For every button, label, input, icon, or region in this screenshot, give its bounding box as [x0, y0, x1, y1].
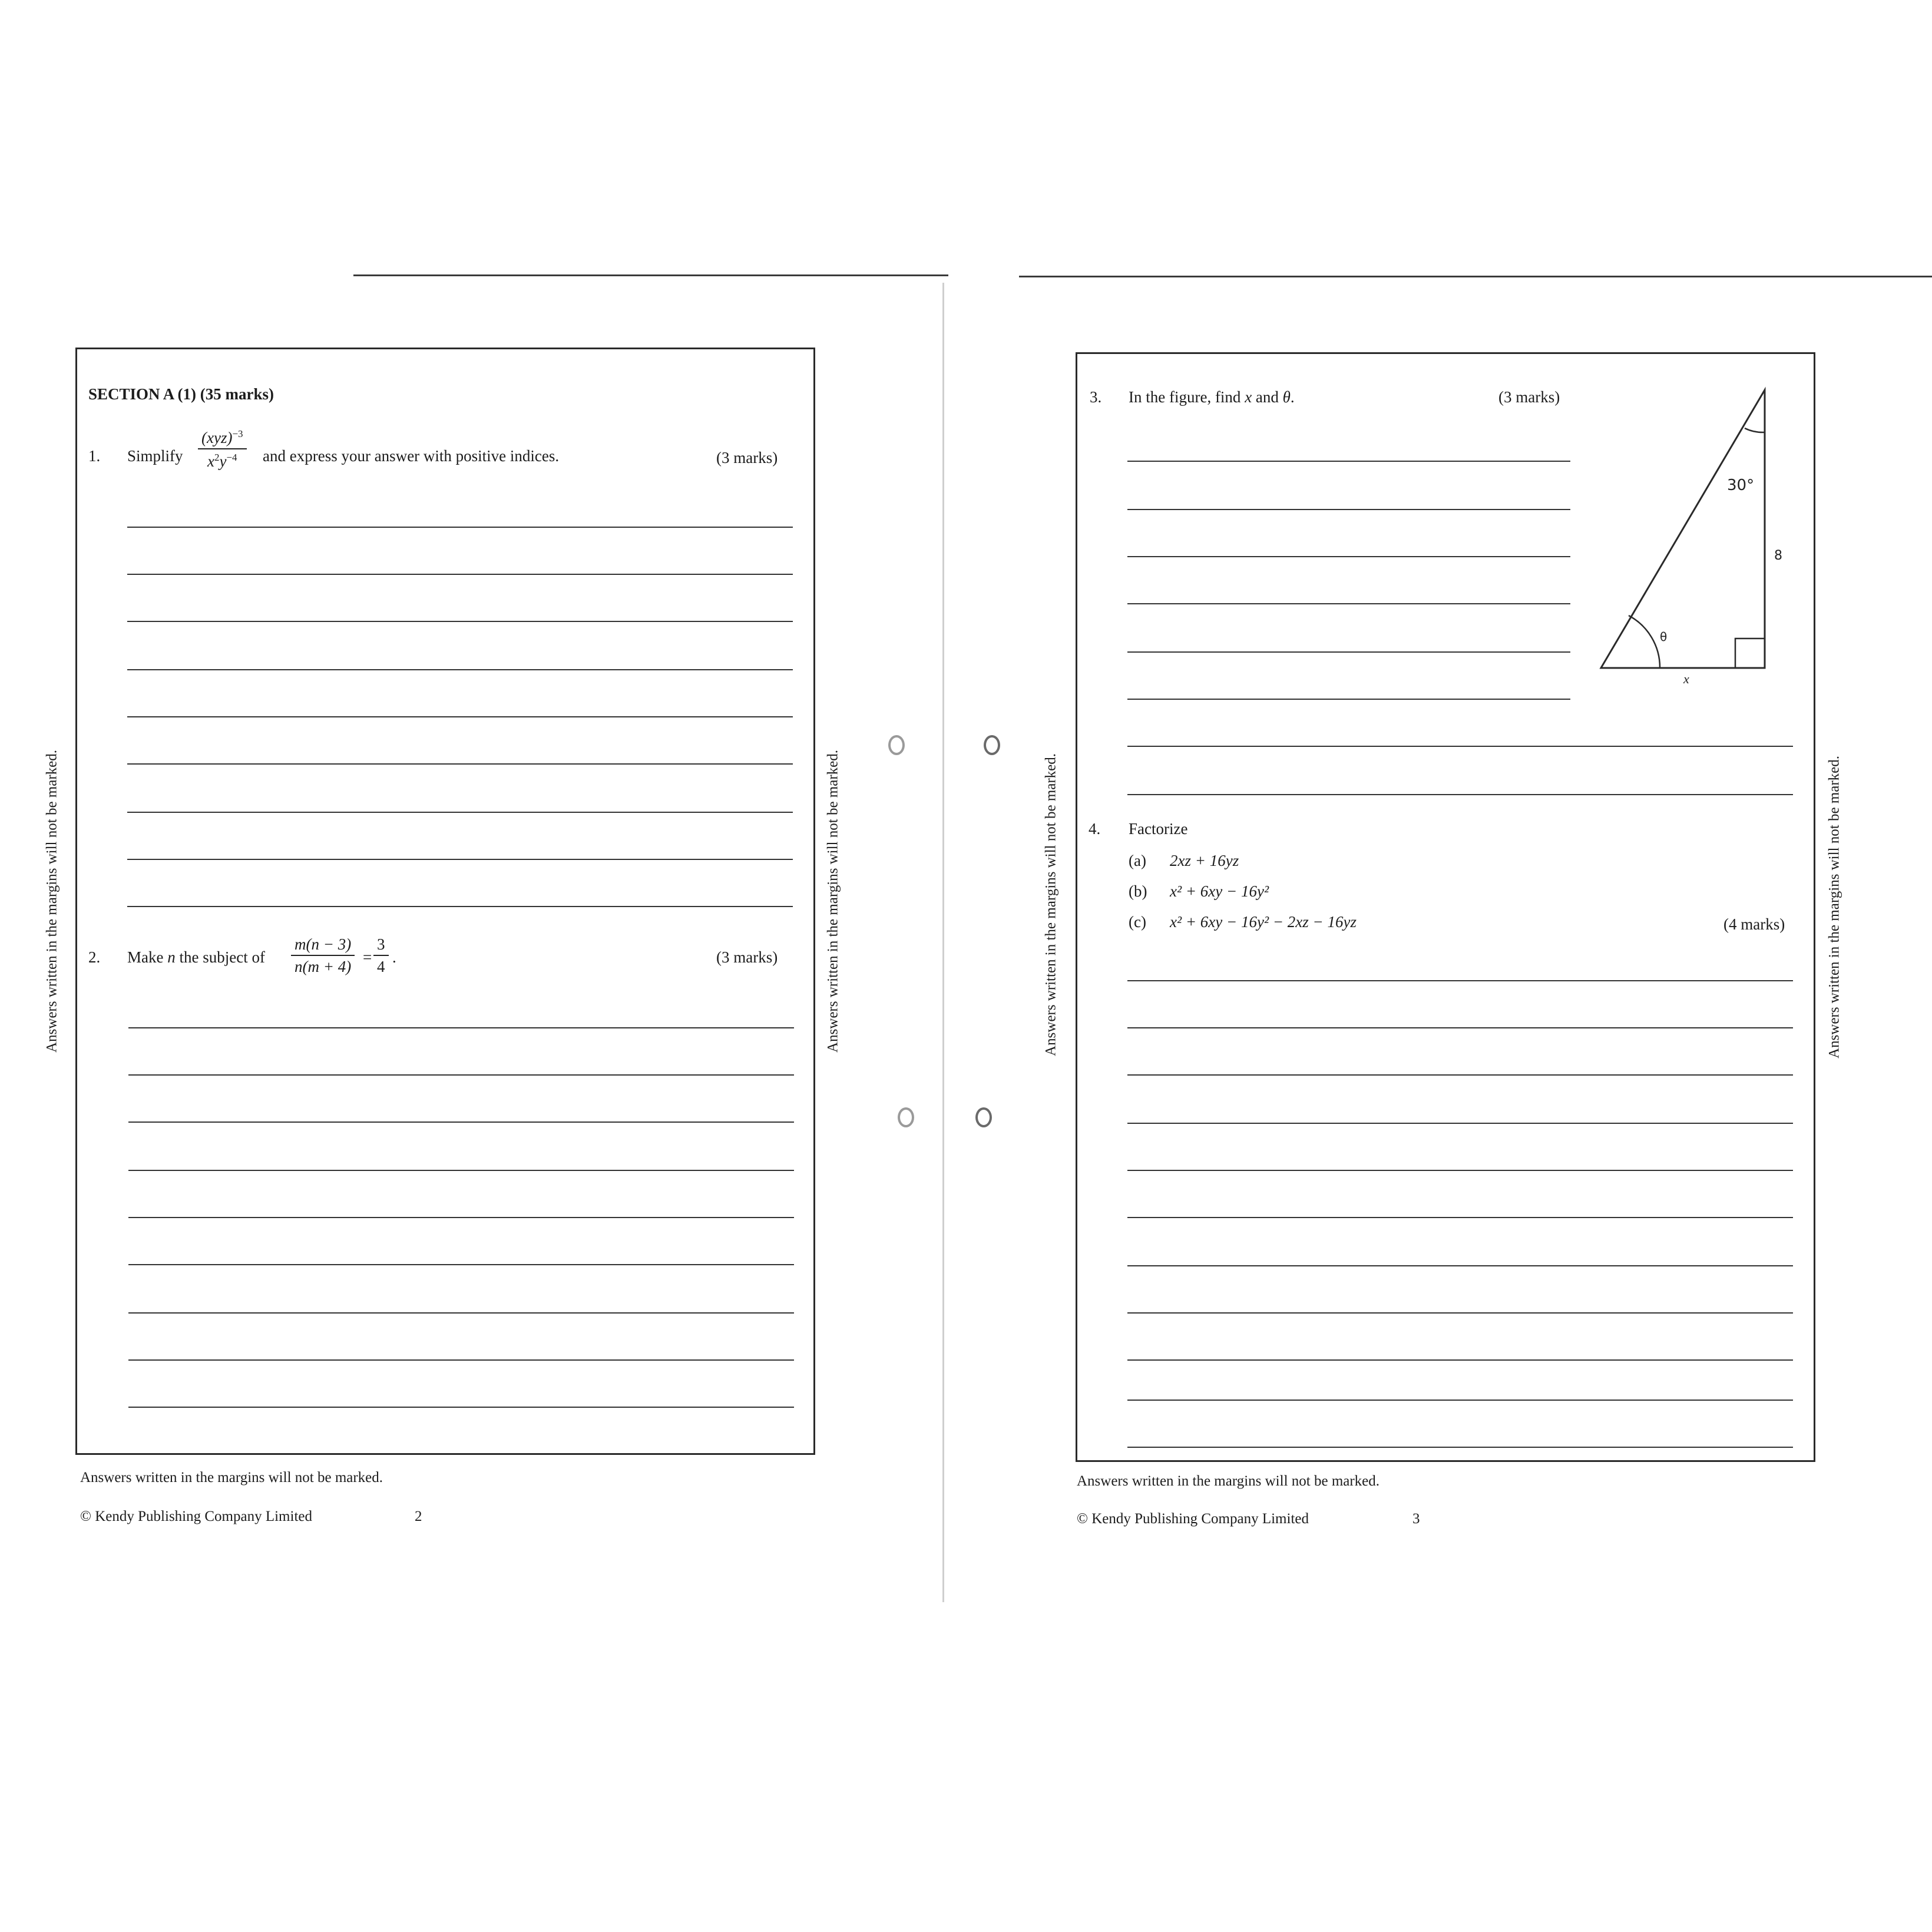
answer-line: [127, 812, 793, 813]
answer-line: [1127, 746, 1793, 747]
answer-line: [128, 1359, 794, 1361]
answer-line: [127, 527, 793, 528]
answer-line: [1127, 651, 1570, 653]
answer-line: [1127, 1265, 1793, 1266]
answer-line: [1127, 794, 1793, 795]
side-right-label: 8: [1774, 548, 1782, 563]
q3-number: 3.: [1090, 388, 1102, 406]
answer-line: [127, 716, 793, 717]
q4-number: 4.: [1089, 820, 1101, 838]
answer-line: [128, 1312, 794, 1314]
q2-marks: (3 marks): [716, 948, 778, 966]
answer-line: [128, 1170, 794, 1171]
q2-period: .: [392, 948, 396, 966]
triangle: [1601, 390, 1765, 668]
answer-line: [1127, 1312, 1793, 1314]
punch-hole: [984, 735, 1000, 755]
q2-lhs-fraction: [291, 937, 355, 975]
q4-part-b-expr: x² + 6xy − 16y²: [1170, 882, 1269, 900]
q2-equals: =: [363, 948, 372, 966]
right-angle-marker: [1735, 639, 1765, 668]
q2-prefix: Make n the subject of: [127, 948, 265, 966]
q4-part-b-label: (b): [1129, 882, 1147, 900]
angle-top-label: 30°: [1727, 477, 1755, 494]
triangle-figure: [1590, 377, 1791, 683]
answer-line: [1127, 1447, 1793, 1448]
right-copyright: © Kendy Publishing Company Limited: [1077, 1511, 1309, 1527]
q2-rhs-numerator: 3: [373, 937, 389, 956]
q2-lhs-denominator: n(m + 4): [295, 958, 352, 975]
answer-line: [128, 1407, 794, 1408]
answer-line: [1127, 699, 1570, 700]
angle-arc-left: [1629, 616, 1660, 668]
right-margin-note-inner: Answers written in the margins will not be marked.: [1043, 753, 1059, 1057]
answer-line: [127, 621, 793, 622]
q1-suffix: and express your answer with positive indices.: [263, 447, 560, 465]
right-margin-note: Answers written in the margins will not be marked.: [1826, 755, 1842, 1059]
answer-line: [127, 859, 793, 860]
q3-marks: (3 marks): [1498, 388, 1560, 406]
q2-lhs-numerator: m(n − 3): [291, 937, 355, 956]
q2-rhs-denominator: 4: [377, 958, 385, 975]
q1-marks: (3 marks): [716, 449, 778, 467]
answer-line: [1127, 1027, 1793, 1028]
scan-edge-right: [1019, 276, 1932, 277]
left-copyright: © Kendy Publishing Company Limited: [80, 1508, 312, 1524]
q1-number: 1.: [88, 447, 101, 465]
q4-part-c-expr: x² + 6xy − 16y² − 2xz − 16yz: [1170, 913, 1357, 931]
q4-part-a-label: (a): [1129, 852, 1146, 869]
answer-line: [127, 669, 793, 670]
answer-line: [1127, 1217, 1793, 1218]
answer-line: [1127, 509, 1570, 510]
left-page-number: 2: [415, 1508, 422, 1524]
q4-title: Factorize: [1129, 820, 1188, 838]
left-margin-note-inner: Answers written in the margins will not be marked.: [825, 749, 841, 1053]
left-answer-frame: [75, 348, 815, 1455]
answer-line: [128, 1264, 794, 1265]
q1-fraction: [198, 429, 247, 469]
answer-line: [1127, 556, 1570, 557]
q1-prefix: Simplify: [127, 447, 183, 465]
answer-line: [127, 763, 793, 765]
answer-line: [128, 1217, 794, 1218]
section-title: SECTION A (1) (35 marks): [88, 385, 274, 403]
answer-line: [1127, 980, 1793, 981]
scan-edge-left: [353, 274, 948, 276]
q1-denominator: $x^2y^{-4}$: [207, 452, 237, 470]
q3-text: In the figure, find x and θ.: [1129, 388, 1295, 406]
left-margin-note: Answers written in the margins will not be marked.: [44, 749, 60, 1053]
side-bottom-label: x: [1683, 671, 1689, 683]
q2-number: 2.: [88, 948, 101, 966]
answer-line: [1127, 603, 1570, 604]
angle-arc-top: [1745, 428, 1765, 432]
answer-line: [128, 1074, 794, 1076]
left-footer-note: Answers written in the margins will not be marked.: [80, 1470, 383, 1486]
answer-line: [127, 574, 793, 575]
q1-numerator: (xyz)$^{-3}$: [198, 429, 247, 449]
answer-line: [127, 906, 793, 907]
q2-rhs-fraction: [373, 937, 389, 975]
right-footer-note: Answers written in the margins will not be marked.: [1077, 1473, 1380, 1489]
answer-line: [1127, 1123, 1793, 1124]
answer-line: [1127, 461, 1570, 462]
page-fold: [942, 283, 944, 1602]
answer-line: [128, 1122, 794, 1123]
answer-line: [1127, 1359, 1793, 1361]
q4-part-c-label: (c): [1129, 913, 1146, 931]
answer-line: [1127, 1400, 1793, 1401]
punch-hole: [975, 1107, 992, 1127]
q4-marks: (4 marks): [1723, 915, 1785, 933]
answer-line: [128, 1027, 794, 1028]
right-page-number: 3: [1412, 1511, 1420, 1527]
angle-left-label: θ: [1660, 630, 1668, 644]
punch-hole: [888, 735, 905, 755]
answer-line: [1127, 1074, 1793, 1076]
punch-hole: [898, 1107, 914, 1127]
answer-line: [1127, 1170, 1793, 1171]
q4-part-a-expr: 2xz + 16yz: [1170, 852, 1239, 869]
